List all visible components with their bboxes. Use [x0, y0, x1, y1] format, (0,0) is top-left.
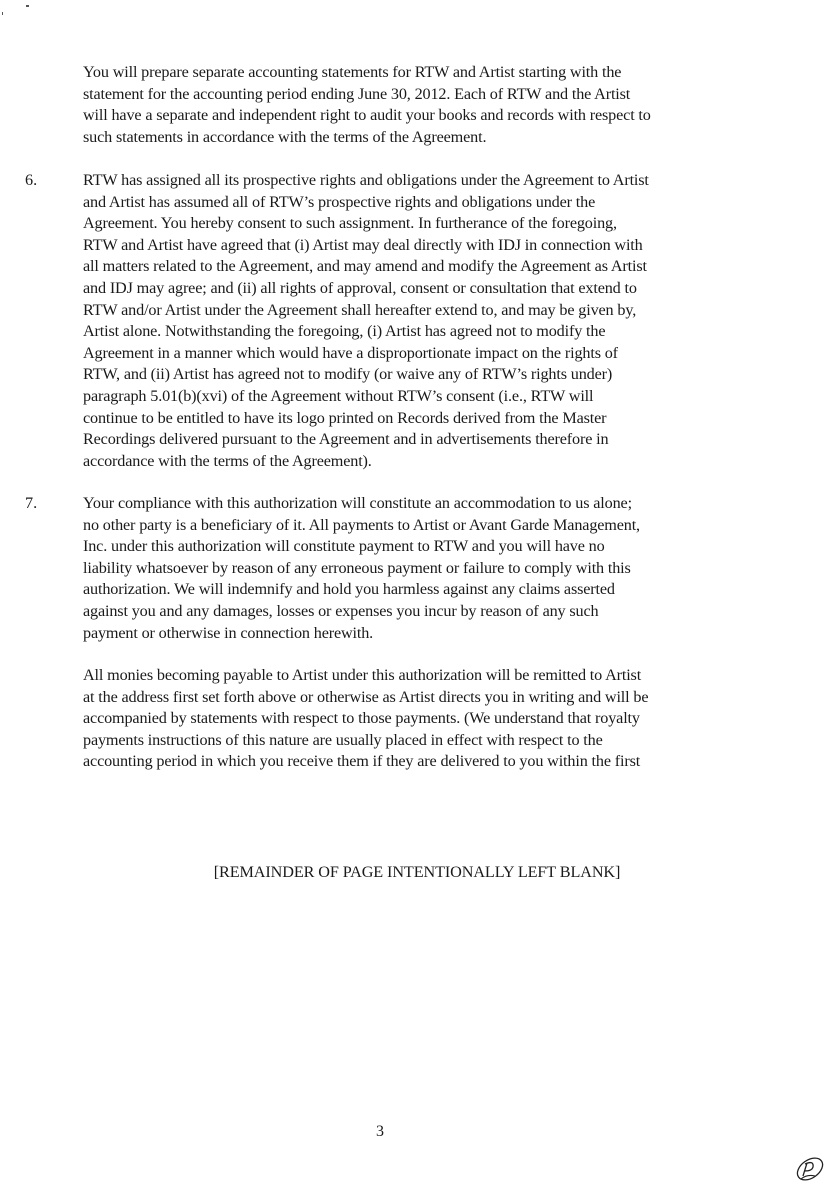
text-line: RTW and/or Artist under the Agreement shall hereafter extend to, and may be given by, [83, 300, 637, 319]
text-line: Inc. under this authorization will constitute payment to RTW and you will have no [83, 537, 605, 556]
text-line: no other party is a beneficiary of it. All payments to Artist or Avant Garde Management, [83, 515, 640, 534]
scan-speck [2, 12, 3, 15]
text-line: all matters related to the Agreement, and may amend and modify the Agreement as Artist [83, 257, 647, 276]
text-line: and IDJ may agree; and (ii) all rights of approval, consent or consultation that extend to [83, 278, 637, 297]
text-line: authorization. We will indemnify and hold you harmless against any claims asserted [83, 580, 615, 599]
text-line: Artist alone. Notwithstanding the foregoing, (i) Artist has agreed not to modify the [83, 322, 606, 341]
text-line: Recordings delivered pursuant to the Agreement and in advertisements therefore in [83, 430, 609, 449]
text-line: RTW has assigned all its prospective rights and obligations under the Agreement to Artist [83, 171, 649, 189]
text-line: RTW and Artist have agreed that (i) Artist may deal directly with IDJ in connection with [83, 235, 643, 254]
closing-paragraph [83, 665, 783, 773]
text-line: will have a separate and independent right to audit your books and records with respect to [83, 106, 651, 125]
page-number: 3 [376, 1123, 384, 1140]
text-line: accordance with the terms of the Agreement). [83, 451, 372, 470]
text-line: All monies becoming payable to Artist under this authorization will be remitted to Artist [83, 666, 642, 684]
text-line: RTW, and (ii) Artist has agreed not to modify (or waive any of RTW’s rights under) [83, 365, 613, 384]
text-line: such statements in accordance with the terms of the Agreement. [83, 127, 487, 146]
text-line: continue to be entitled to have its logo printed on Records derived from the Master [83, 408, 607, 427]
intro-paragraph [83, 62, 783, 148]
scan-speck [26, 5, 29, 7]
section-7-paragraph [83, 493, 783, 644]
text-line: payment or otherwise in connection herewith. [83, 623, 374, 642]
text-line: accounting period in which you receive them if they are delivered to you within the first [83, 752, 641, 771]
handwritten-initials-icon [793, 1152, 827, 1186]
remainder-blank-note: [REMAINDER OF PAGE INTENTIONALLY LEFT BLANK] [213, 863, 621, 881]
text-line: and Artist has assumed all of RTW’s prospective rights and obligations under the [83, 192, 596, 211]
text-line: statement for the accounting period ending June 30, 2012. Each of RTW and the Artist [83, 84, 631, 103]
text-line: at the address first set forth above or otherwise as Artist directs you in writing and will be [83, 687, 649, 706]
text-line: against you and any damages, losses or expenses you incur by reason of any such [83, 601, 599, 620]
text-line: accompanied by statements with respect to those payments. (We understand that royalty [83, 709, 640, 728]
text-line: You will prepare separate accounting statements for RTW and Artist starting with the [83, 63, 622, 81]
text-line: payments instructions of this nature are usually placed in effect with respect to the [83, 730, 603, 749]
text-line: Agreement. You hereby consent to such assignment. In furtherance of the foregoing, [83, 214, 617, 233]
text-line: Your compliance with this authorization will constitute an accommodation to us alone; [83, 494, 632, 512]
section-6-paragraph [83, 170, 783, 472]
section-number-7: 7. [25, 494, 38, 512]
section-number-6: 6. [25, 171, 38, 189]
text-line: liability whatsoever by reason of any erroneous payment or failure to comply with this [83, 558, 631, 577]
text-line: Agreement in a manner which would have a disproportionate impact on the rights of [83, 343, 618, 362]
text-line: paragraph 5.01(b)(xvi) of the Agreement without RTW’s consent (i.e., RTW will [83, 386, 594, 405]
